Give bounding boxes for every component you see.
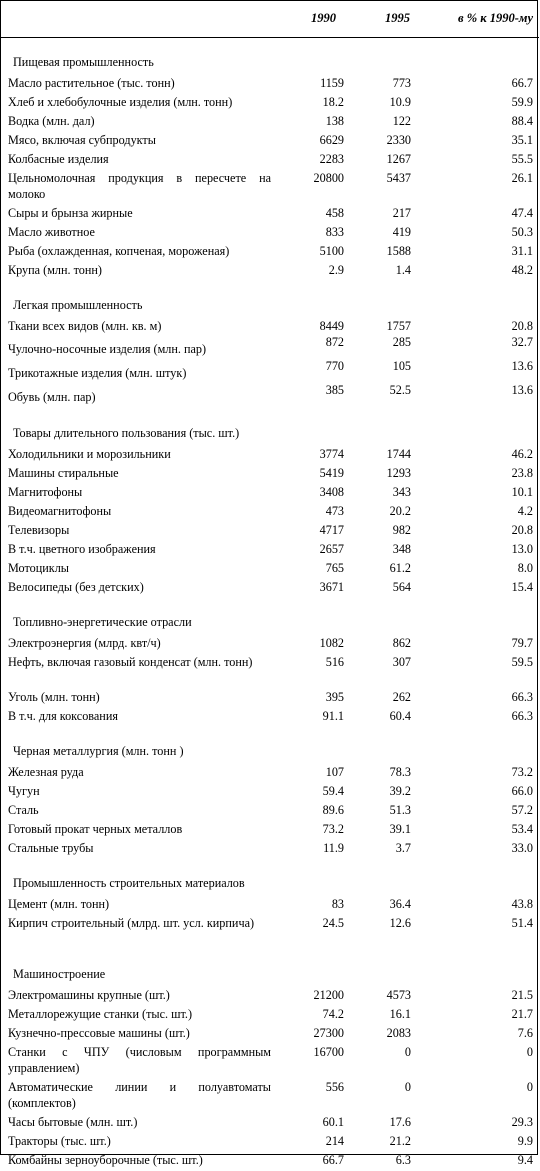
table-row [1,635,539,654]
row-name: Уголь (млн. тонн) [8,690,100,704]
value-1995: 982 [392,523,411,537]
value-1995: 1757 [386,319,411,333]
value-1995: 1267 [386,152,411,166]
value-percent: 21.7 [511,1007,533,1021]
value-1995: 343 [392,485,411,499]
row-name: Автоматические линии и полуавтоматы (комплектов) [8,1080,271,1110]
value-percent: 20.8 [511,319,533,333]
section-title: Пищевая промышленность [13,55,154,69]
value-1990: 83 [331,897,344,911]
table-row [1,224,539,243]
row-name: Масло растительное (тыс. тонн) [8,76,175,90]
value-1990: 21200 [313,988,344,1002]
value-1995: 52.5 [389,383,411,397]
value-percent: 0 [526,1045,533,1059]
row-name: Рыба (охлажденная, копченая, мороженая) [8,244,230,258]
value-1995: 862 [392,636,411,650]
value-1995: 21.2 [389,1134,411,1148]
value-1995: 2330 [386,133,411,147]
row-name: Видеомагнитофоны [8,504,112,518]
row-name: Готовый прокат черных металлов [8,822,183,836]
value-1995: 12.6 [389,916,411,930]
value-1990: 473 [325,504,344,518]
table-row [1,689,539,708]
table-row [1,896,539,915]
table-row [1,94,539,113]
value-percent: 15.4 [511,580,533,594]
table-row [1,151,539,170]
value-percent: 23.8 [511,466,533,480]
row-name: Станки с ЧПУ (числовым программным управлением) [8,1045,271,1075]
row-name: Стальные трубы [8,841,94,855]
table-row [1,113,539,132]
table-row [1,579,539,598]
value-percent: 31.1 [511,244,533,258]
table-row [1,522,539,541]
value-1995: 348 [392,542,411,556]
value-1990: 214 [325,1134,344,1148]
value-1990: 516 [325,655,344,669]
value-percent: 8.0 [517,561,533,575]
column-header-percent: в % к 1990-му [458,11,533,25]
row-name: Тракторы (тыс. шт.) [8,1134,111,1148]
value-percent: 73.2 [511,765,533,779]
row-name: Железная руда [8,765,84,779]
table-row [1,1152,539,1171]
table-row [1,1025,539,1044]
row-name: Цемент (млн. тонн) [8,897,110,911]
table-header [1,1,539,38]
value-1990: 73.2 [322,822,344,836]
value-percent: 13.6 [511,383,533,397]
row-name: Электроэнергия (млрд. квт/ч) [8,636,161,650]
value-percent: 32.7 [511,335,533,349]
value-1990: 2657 [319,542,344,556]
value-1995: 285 [392,335,411,349]
row-name: Комбайны зерноуборочные (тыс. шт.) [8,1153,203,1167]
value-1995: 20.2 [389,504,411,518]
table-row [1,560,539,579]
value-1990: 1159 [320,76,344,90]
row-name: Холодильники и морозильники [8,447,171,461]
value-1990: 833 [325,225,344,239]
value-percent: 50.3 [511,225,533,239]
row-name: Сыры и брынза жирные [8,206,133,220]
value-1995: 51.3 [389,803,411,817]
row-name: Чулочно-носочные изделия (млн. пар) [8,342,207,356]
row-name: Чугун [8,784,40,798]
row-name: Трикотажные изделия (млн. штук) [8,366,187,380]
value-percent: 43.8 [511,897,533,911]
value-percent: 26.1 [511,171,533,185]
value-1995: 4573 [386,988,411,1002]
table-row [1,205,539,224]
value-1990: 765 [325,561,344,575]
value-1990: 4717 [319,523,344,537]
value-1990: 5100 [319,244,344,258]
value-1990: 3774 [319,447,344,461]
value-percent: 9.4 [517,1153,533,1167]
value-percent: 51.4 [511,916,533,930]
table-row [1,708,539,727]
row-name: Ткани всех видов (млн. кв. м) [8,319,162,333]
table-row [1,503,539,522]
value-1990: 3671 [319,580,344,594]
value-percent: 20.8 [511,523,533,537]
table-row [1,385,539,409]
value-1995: 217 [392,206,411,220]
row-name: Кирпич строительный (млрд. шт. усл. кирпича) [8,916,255,930]
value-1995: 0 [404,1045,411,1059]
value-1995: 1293 [386,466,411,480]
value-1990: 16700 [313,1045,344,1059]
section-title: Товары длительного пользования (тыс. шт.) [13,426,240,440]
value-1995: 6.3 [395,1153,411,1167]
value-percent: 79.7 [511,636,533,650]
table-row [1,170,539,205]
value-percent: 59.5 [511,655,533,669]
value-1995: 17.6 [389,1115,411,1129]
value-percent: 59.9 [511,95,533,109]
row-name: Водка (млн. дал) [8,114,95,128]
value-1990: 385 [325,383,344,397]
value-percent: 0 [526,1080,533,1094]
table-row [1,1079,539,1114]
row-name: Мотоциклы [8,561,69,575]
row-name: Колбасные изделия [8,152,109,166]
table-row [1,654,539,689]
row-name: Обувь (млн. пар) [8,390,96,404]
value-percent: 53.4 [511,822,533,836]
value-1995: 419 [392,225,411,239]
value-percent: 66.0 [511,784,533,798]
row-name: Цельномолочная продукция в пересчете на молоко [8,171,271,201]
value-1990: 770 [325,359,344,373]
value-percent: 4.2 [517,504,533,518]
row-name: Магнитофоны [8,485,83,499]
value-percent: 46.2 [511,447,533,461]
value-1990: 872 [325,335,344,349]
row-name: Электромашины крупные (шт.) [8,988,170,1002]
value-percent: 57.2 [511,803,533,817]
value-1990: 1082 [319,636,344,650]
value-percent: 66.3 [511,709,533,723]
value-1990: 3408 [319,485,344,499]
table-row [1,75,539,94]
table-row [1,1133,539,1152]
table-row [1,802,539,821]
value-1990: 89.6 [322,803,344,817]
table-row [1,132,539,151]
row-name: В т.ч. для коксования [8,709,118,723]
value-1990: 138 [325,114,344,128]
section-title: Топливно-энергетические отрасли [13,615,192,629]
value-1995: 3.7 [395,841,411,855]
table-row [1,783,539,802]
value-1995: 307 [392,655,411,669]
value-1995: 262 [392,690,411,704]
value-percent: 9.9 [517,1134,533,1148]
table-row [1,465,539,484]
column-header-1995: 1995 [385,11,410,25]
table-row [1,821,539,840]
row-name: Сталь [8,803,39,817]
value-percent: 13.0 [511,542,533,556]
section-title: Машиностроение [13,967,106,981]
value-percent: 10.1 [511,485,533,499]
row-name: Мясо, включая субпродукты [8,133,156,147]
row-name: В т.ч. цветного изображения [8,542,156,556]
row-name: Машины стиральные [8,466,119,480]
value-percent: 21.5 [511,988,533,1002]
value-1995: 1.4 [395,263,411,277]
value-1995: 36.4 [389,897,411,911]
value-1990: 60.1 [322,1115,344,1129]
table-row [1,987,539,1006]
value-1990: 6629 [319,133,344,147]
value-1990: 66.7 [322,1153,344,1167]
value-1990: 18.2 [322,95,344,109]
table-row [1,1114,539,1133]
table-row [1,1044,539,1079]
table-row [1,484,539,503]
value-percent: 55.5 [511,152,533,166]
value-1995: 0 [404,1080,411,1094]
value-1990: 27300 [313,1026,344,1040]
table-row [1,840,539,859]
value-1995: 61.2 [389,561,411,575]
row-name: Крупа (млн. тонн) [8,263,102,277]
section-title: Промышленность строительных материалов [13,876,245,890]
row-name: Металлорежущие станки (тыс. шт.) [8,1007,192,1021]
section-title: Легкая промышленность [13,298,143,312]
row-name: Нефть, включая газовый конденсат (млн. тонн) [8,655,253,669]
value-1990: 556 [325,1080,344,1094]
value-1995: 16.1 [389,1007,411,1021]
table-body [1,38,539,1171]
value-1990: 59.4 [322,784,344,798]
table-row [1,915,539,950]
section-title: Черная металлургия (млн. тонн ) [13,744,184,758]
value-1990: 91.1 [322,709,344,723]
row-name: Масло животное [8,225,95,239]
value-1995: 60.4 [389,709,411,723]
table-row [1,764,539,783]
table-row [1,446,539,465]
value-percent: 35.1 [511,133,533,147]
value-percent: 88.4 [511,114,533,128]
value-1995: 10.9 [389,95,411,109]
row-name: Кузнечно-прессовые машины (шт.) [8,1026,190,1040]
value-percent: 48.2 [511,263,533,277]
value-percent: 13.6 [511,359,533,373]
value-percent: 7.6 [517,1026,533,1040]
value-1995: 39.1 [389,822,411,836]
row-name: Телевизоры [8,523,70,537]
value-1990: 11.9 [323,841,344,855]
value-1995: 105 [392,359,411,373]
value-1995: 2083 [386,1026,411,1040]
value-1995: 564 [392,580,411,594]
value-1990: 2283 [319,152,344,166]
value-1990: 2.9 [328,263,344,277]
table-row [1,243,539,262]
value-1990: 8449 [319,319,344,333]
value-percent: 66.3 [511,690,533,704]
value-1995: 1744 [386,447,411,461]
value-1995: 39.2 [389,784,411,798]
table-row [1,262,539,281]
value-1990: 458 [325,206,344,220]
column-header-1990: 1990 [311,11,336,25]
table-row [1,1006,539,1025]
value-percent: 29.3 [511,1115,533,1129]
value-1995: 5437 [386,171,411,185]
value-1990: 395 [325,690,344,704]
row-name: Часы бытовые (млн. шт.) [8,1115,138,1129]
row-name: Велосипеды (без детских) [8,580,144,594]
row-name: Хлеб и хлебобулочные изделия (млн. тонн) [8,95,233,109]
value-1990: 20800 [313,171,344,185]
value-percent: 66.7 [511,76,533,90]
value-1995: 1588 [386,244,411,258]
value-percent: 33.0 [511,841,533,855]
value-percent: 47.4 [511,206,533,220]
value-1995: 773 [392,76,411,90]
value-1990: 107 [325,765,344,779]
value-1990: 74.2 [322,1007,344,1021]
table-row [1,541,539,560]
value-1995: 78.3 [389,765,411,779]
value-1990: 24.5 [322,916,344,930]
value-1990: 5419 [319,466,344,480]
value-1995: 122 [392,114,411,128]
